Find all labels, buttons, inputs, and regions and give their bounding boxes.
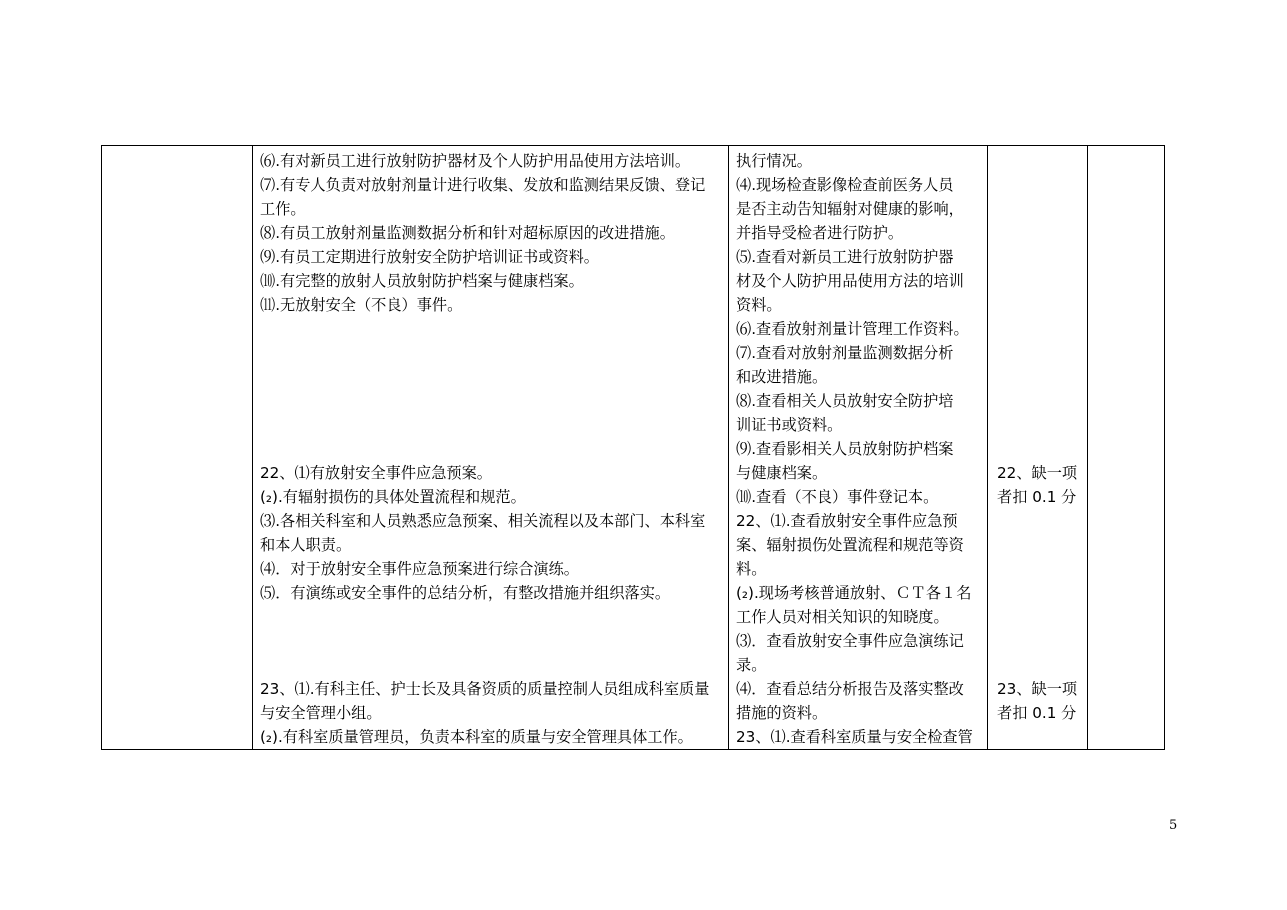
method-line: ⑷.现场检查影像检查前医务人员 [736, 176, 954, 194]
method-line: ⑶．查看放射安全事件应急演练记 [736, 632, 964, 650]
method-line: 案、辐射损伤处置流程和规范等资 [736, 536, 964, 554]
standard-line: 与安全管理小组。 [260, 704, 382, 722]
method-line: 训证书或资料。 [736, 416, 843, 434]
method-line: 和改进措施。 [736, 368, 828, 386]
method-line: 与健康档案。 [736, 464, 828, 482]
method-line: 措施的资料。 [736, 704, 828, 722]
standard-line: ⑽.有完整的放射人员放射防护档案与健康档案。 [260, 272, 584, 290]
page-number: 5 [1169, 818, 1178, 833]
remarks-cell [1088, 146, 1165, 750]
category-cell [102, 146, 253, 750]
standard-line: (₂).有科室质量管理员，负责本科室的质量与安全管理具体工作。 [260, 728, 693, 746]
assessment-table [101, 145, 1165, 750]
method-line: ⑷．查看总结分析报告及落实整改 [736, 680, 964, 698]
standard-line: (₂).有辐射损伤的具体处置流程和规范。 [260, 488, 526, 506]
standard-cell [253, 146, 729, 750]
method-line: 资料。 [736, 296, 782, 314]
method-line: 并指导受检者进行防护。 [736, 224, 904, 242]
standard-line: ⑼.有员工定期进行放射安全防护培训证书或资料。 [260, 248, 599, 266]
method-line: ⑽.查看（不良）事件登记本。 [736, 488, 939, 506]
method-line: (₂).现场考核普通放射、ＣＴ各１名 [736, 584, 972, 602]
standard-line: ⑶.各相关科室和人员熟悉应急预案、相关流程以及本部门、本科室 [260, 512, 706, 530]
method-cell [729, 146, 988, 750]
method-line: ⑸.查看对新员工进行放射防护器 [736, 248, 954, 266]
standard-line: 23、⑴.有科主任、护士长及具备资质的质量控制人员组成科室质量 [260, 680, 710, 698]
method-line: ⑺.查看对放射剂量监测数据分析 [736, 344, 954, 362]
method-line: ⑻.查看相关人员放射安全防护培 [736, 392, 954, 410]
method-line: ⑼.查看影相关人员放射防护档案 [736, 440, 954, 458]
method-line: 23、⑴.查看科室质量与安全检查管 [736, 728, 973, 746]
method-line: 执行情况。 [736, 152, 812, 170]
standard-line: ⑻.有员工放射剂量监测数据分析和针对超标原因的改进措施。 [260, 224, 675, 242]
method-line: 料。 [736, 560, 767, 578]
scoring-line: 22、缺一项 [997, 464, 1078, 482]
method-line: ⑹.查看放射剂量计管理工作资料。 [736, 320, 969, 338]
method-line: 工作人员对相关知识的知晓度。 [736, 608, 949, 626]
scoring-line: 者扣 0.1 分 [997, 488, 1077, 506]
method-line: 录。 [736, 656, 767, 674]
scoring-cell [988, 146, 1088, 750]
standard-line: 和本人职责。 [260, 536, 352, 554]
standard-line: 工作。 [260, 200, 306, 218]
standard-line: ⑾.无放射安全（不良）事件。 [260, 296, 463, 314]
standard-line: ⑸．有演练或安全事件的总结分析，有整改措施并组织落实。 [260, 584, 671, 602]
standard-line: ⑹.有对新员工进行放射防护器材及个人防护用品使用方法培训。 [260, 152, 691, 170]
standard-line: ⑷．对于放射安全事件应急预案进行综合演练。 [260, 560, 579, 578]
method-line: 22、⑴.查看放射安全事件应急预 [736, 512, 958, 530]
table-row [102, 146, 1165, 750]
standard-line: ⑺.有专人负责对放射剂量计进行收集、发放和监测结果反馈、登记 [260, 176, 706, 194]
method-line: 材及个人防护用品使用方法的培训 [736, 272, 964, 290]
method-line: 是否主动告知辐射对健康的影响， [736, 200, 964, 218]
scoring-line: 23、缺一项 [997, 680, 1078, 698]
standard-line: 22、⑴有放射安全事件应急预案。 [260, 464, 492, 482]
scoring-line: 者扣 0.1 分 [997, 704, 1077, 722]
